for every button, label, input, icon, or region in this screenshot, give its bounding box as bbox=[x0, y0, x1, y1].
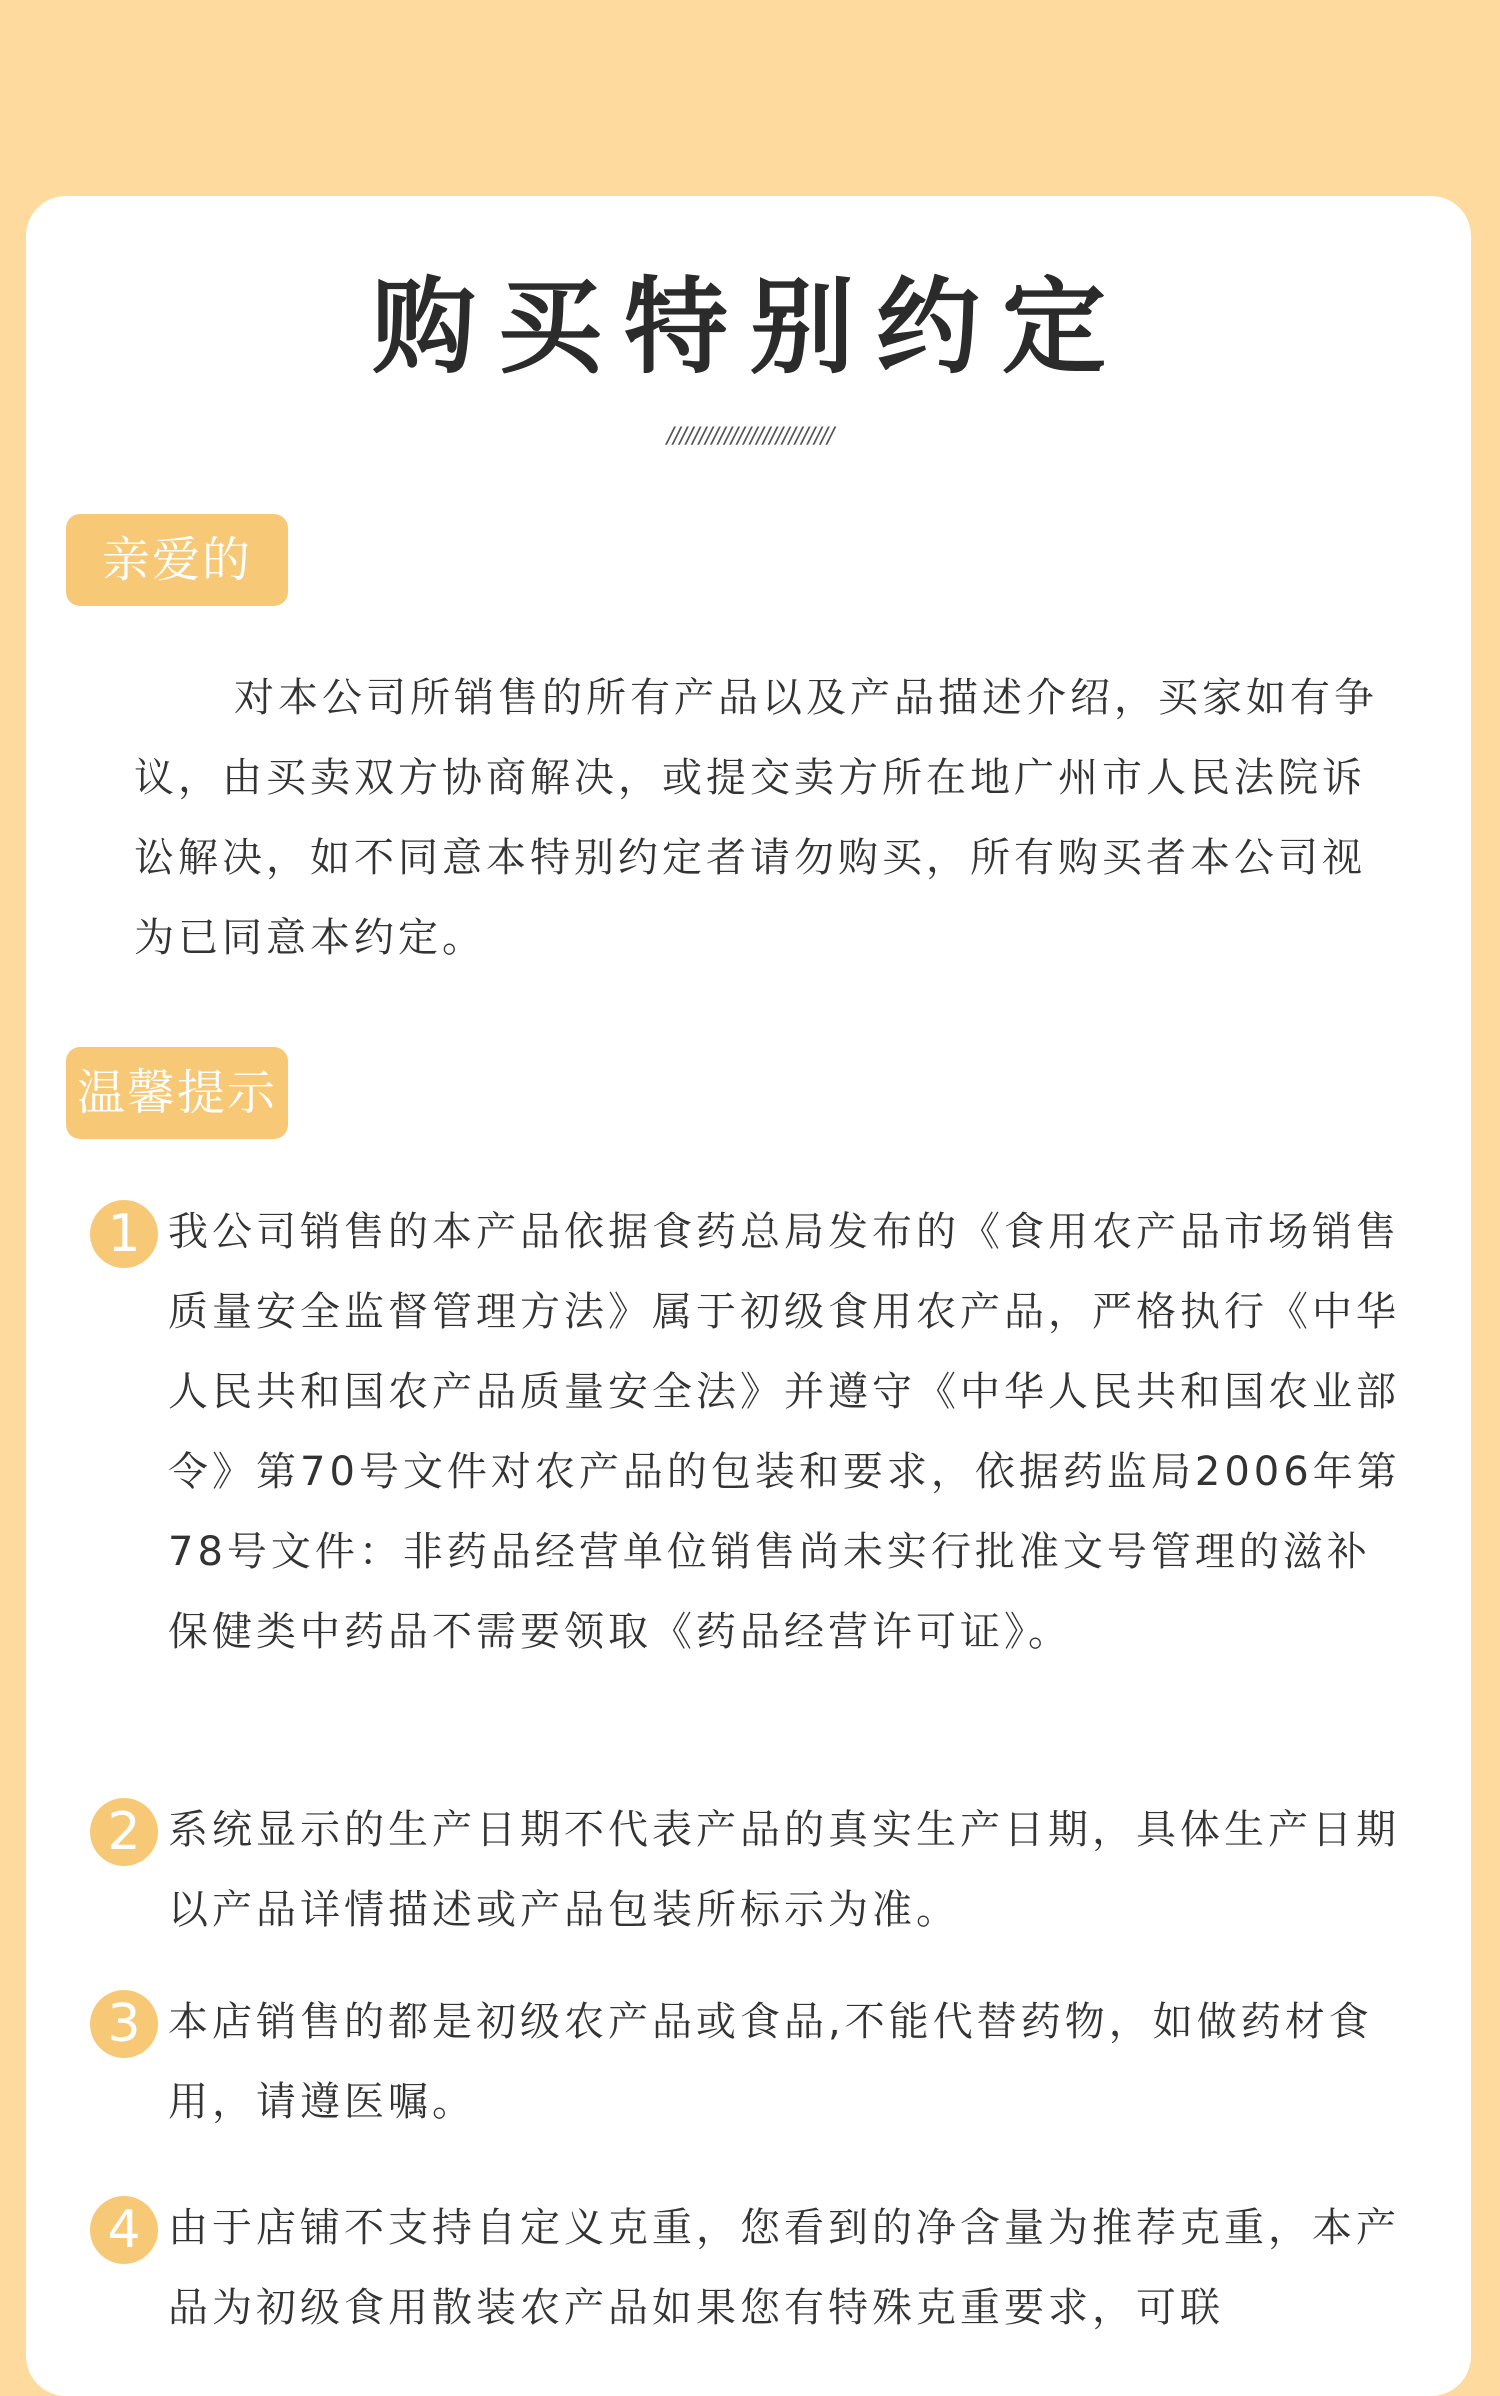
tip-text: 本店销售的都是初级农产品或食品,不能代替药物，如做药材食用，请遵医嘱。 bbox=[168, 1999, 1373, 2125]
tip-text: 系统显示的生产日期不代表产品的真实生产日期，具体生产日期以产品详情描述或产品包装所标示为准。 bbox=[168, 1807, 1400, 1933]
number-badge-icon: 2 bbox=[90, 1798, 158, 1866]
number-badge-icon: 4 bbox=[90, 2196, 158, 2264]
tip-text: 由于店铺不支持自定义克重，您看到的净含量为推荐克重，本产品为初级食用散装农产品如果您有特殊克重要求，可联 bbox=[168, 2205, 1400, 2331]
section-badge-dear: 亲爱的 bbox=[66, 514, 288, 606]
number-badge-icon: 1 bbox=[90, 1200, 158, 1268]
page-title: 购买特别约定 bbox=[371, 266, 1128, 388]
number-badge-icon: 3 bbox=[90, 1990, 158, 2058]
title-decoration: ////////////////////////// bbox=[666, 424, 834, 449]
section-badge-tips: 温馨提示 bbox=[66, 1047, 288, 1139]
tip-text: 我公司销售的本产品依据食药总局发布的《食用农产品市场销售质量安全监督管理方法》属于初级食用农产品，严格执行《中华人民共和国农产品质量安全法》并遵守《中华人民共和国农业部令》第70号文件对农产品的包装和要求，依据药监局2006年第78号文件：非药品经营单位销售尚未实行批准文号管理的滋补保健类中药品不需要领取《药品经营许可证》。 bbox=[168, 1209, 1401, 1655]
agreement-paragraph: 对本公司所销售的所有产品以及产品描述介绍，买家如有争议，由买卖双方协商解决，或提交卖方所在地广州市人民法院诉讼解决，如不同意本特别约定者请勿购买，所有购买者本公司视为已同意本约定。 bbox=[134, 675, 1378, 961]
